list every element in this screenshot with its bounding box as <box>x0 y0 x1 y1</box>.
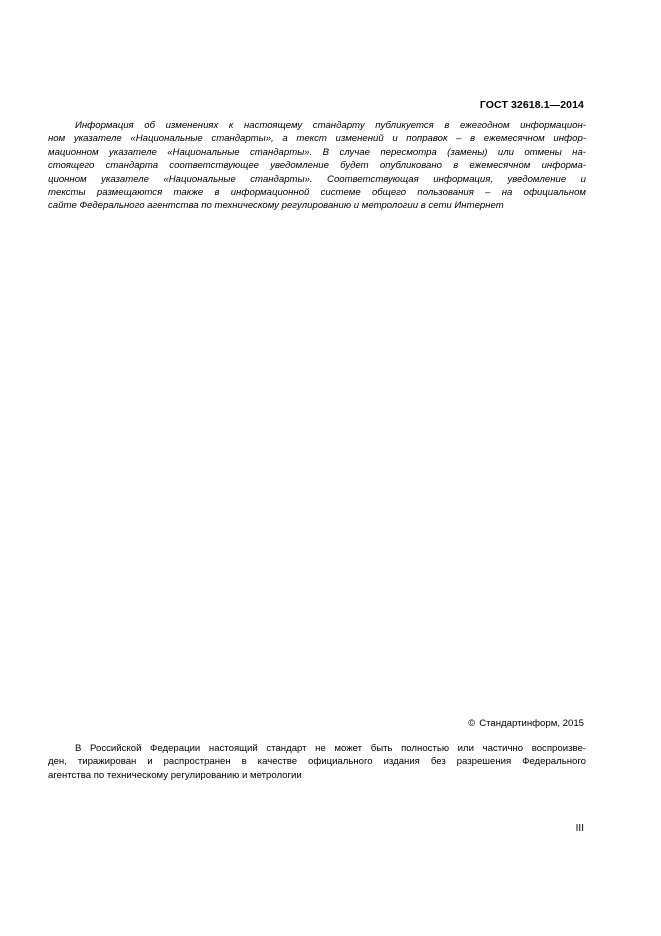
info-line: тексты размещаются также в информационной системе общего пользования – на официальном <box>48 187 586 199</box>
info-paragraph <box>48 119 586 213</box>
info-line: сайте Федерального агентства по техническому регулированию и метрологии в сети Интернет <box>48 200 504 212</box>
notice-line: агентства по техническому регулированию и метрологии <box>48 769 302 781</box>
info-line: Информация об изменениях к настоящему стандарту публикуется в ежегодном информацион- <box>75 120 586 131</box>
info-line: мационном указателе «Национальные стандарты». В случае пересмотра (замены) или отмены на- <box>48 146 586 158</box>
copyright-text: Стандартинформ, 2015 <box>479 718 584 729</box>
notice-line: В Российской Федерации настоящий стандарт не может быть полностью или частично воспроизве- <box>75 743 586 754</box>
copyright-notice <box>468 718 584 729</box>
info-line: ном указателе «Национальные стандарты», а текст изменений и поправок – в ежемесячном инфор- <box>48 133 586 145</box>
standard-code: ГОСТ 32618.1—2014 <box>479 99 584 111</box>
info-line: стоящего стандарта соответствующее уведомление будет опубликовано в ежемесячном информа- <box>48 160 586 172</box>
page-number: III <box>575 823 584 834</box>
info-line: ционном указателе «Национальные стандарты». Соответствующая информация, уведомление и <box>48 173 586 185</box>
copyright-icon: © <box>468 718 476 729</box>
reproduction-notice <box>48 742 586 782</box>
notice-line: ден, тиражирован и распространен в качестве официального издания без разрешения Федерального <box>48 756 586 768</box>
